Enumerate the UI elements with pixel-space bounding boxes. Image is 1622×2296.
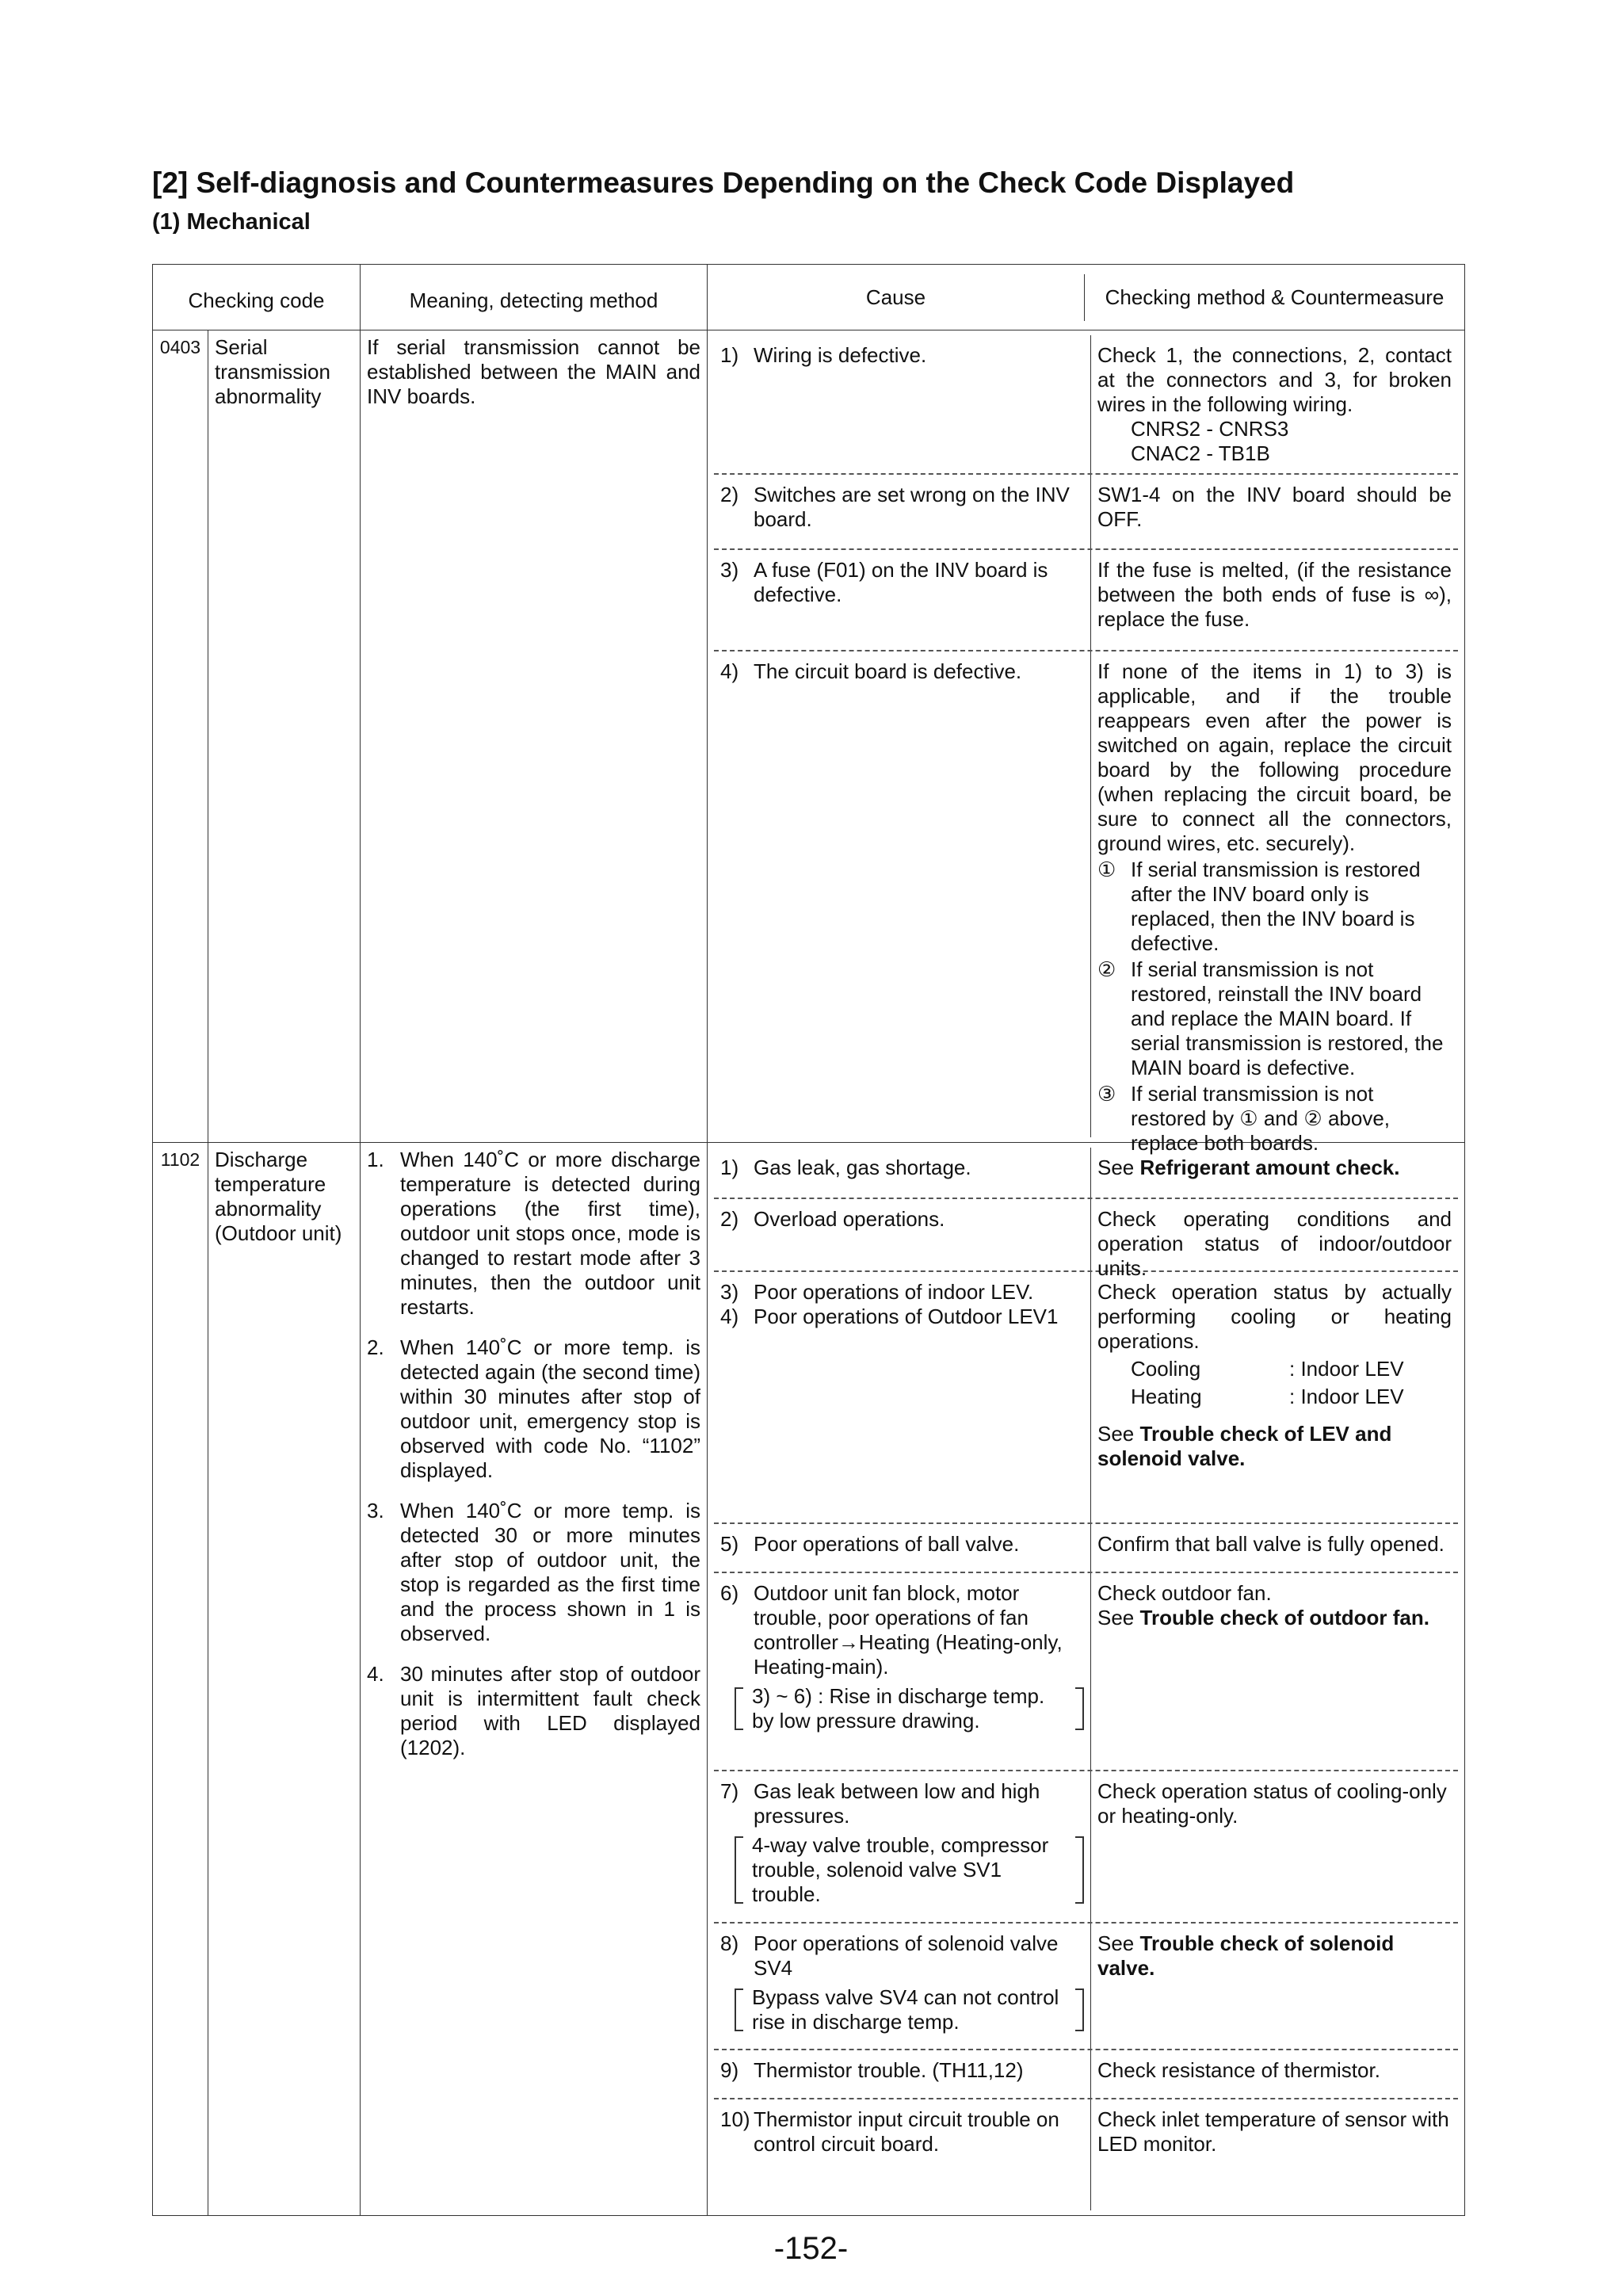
meaning-num: 2. <box>367 1335 384 1359</box>
step-3-mark: ③ <box>1097 1082 1116 1106</box>
check-text: If none of the items in 1) to 3) is applicable, and if the trouble reappears even after the power is switched on again, replace the circuit board by the following procedure (when replacing the circuit board, be sure to connect all the connectors, ground wires, etc. securely). <box>1097 659 1452 855</box>
header-check: Checking method & Countermeasure <box>1105 285 1445 309</box>
code-0403: 0403 <box>153 330 208 1143</box>
row-1102-7 <box>714 1924 1458 2050</box>
cause-num: 10) <box>720 2107 750 2131</box>
cause-num: 2) <box>720 1207 739 1231</box>
cause-note: 4-way valve trouble, compressor trouble, solenoid valve SV1 trouble. <box>735 1833 1084 1907</box>
cause-num: 3) <box>720 1280 739 1304</box>
cause-text: Poor operations of Outdoor LEV1 <box>754 1305 1059 1328</box>
cause-text: Overload operations. <box>754 1207 945 1231</box>
row-0403-4 <box>714 651 1458 1155</box>
table-header-row <box>153 265 1465 330</box>
table-row-1102 <box>153 1143 1465 2216</box>
check-link-lev: Trouble check of LEV and solenoid valve. <box>1097 1422 1392 1470</box>
row-0403-2 <box>714 475 1458 550</box>
section-heading: [2] Self-diagnosis and Countermeasures Depending on the Check Code Displayed <box>152 166 1295 199</box>
meaning-text: 30 minutes after stop of outdoor unit is intermittent fault check period with LED displayed (1202). <box>400 1662 700 1759</box>
cause-num: 9) <box>720 2058 739 2082</box>
cause-num: 5) <box>720 1532 739 1556</box>
check-text: Check operating conditions and operation status of indoor/outdoor units. <box>1097 1207 1452 1280</box>
step-3-text: If serial transmission is not restored by ① and ② above, replace both boards. <box>1131 1082 1391 1155</box>
step-1-text: If serial transmission is restored after the INV board only is replaced, then the INV board is defective. <box>1131 858 1421 955</box>
cause-text: Outdoor unit fan block, motor trouble, poor operations of fan controller→Heating (Heating-only, Heating-main). <box>754 1581 1063 1679</box>
header-cause-check <box>708 265 1465 330</box>
cause-text: Wiring is defective. <box>754 343 927 367</box>
cause-num: 1) <box>720 343 739 367</box>
cause-num: 4) <box>720 659 739 683</box>
row-1102-6 <box>714 1771 1458 1924</box>
check-text: Check outdoor fan. <box>1097 1581 1272 1605</box>
meaning-0403: If serial transmission cannot be established between the MAIN and INV boards. <box>361 330 708 1143</box>
cause-num: 6) <box>720 1581 739 1605</box>
code-1102: 1102 <box>153 1143 208 2216</box>
cause-num: 4) <box>720 1305 739 1328</box>
wire-2: CNAC2 - TB1B <box>1131 441 1270 465</box>
meaning-text: When 140˚C or more temp. is detected 30 or more minutes after stop of outdoor unit, the stop is regarded as the first time and the process shown in 1 is observed. <box>400 1499 700 1645</box>
meaning-text: When 140˚C or more temp. is detected again (the second time) within 30 minutes after stop of outdoor unit, emergency stop is observed with code No. “1102” displayed. <box>400 1335 700 1482</box>
heating-value: : Indoor LEV <box>1289 1385 1404 1408</box>
check-text: Check inlet temperature of sensor with LED monitor. <box>1097 2107 1449 2156</box>
cause-num: 1) <box>720 1156 739 1179</box>
cause-num: 7) <box>720 1779 739 1803</box>
check-prefix: See <box>1097 1422 1140 1446</box>
row-1102-4 <box>714 1524 1458 1573</box>
subsection-heading: (1) Mechanical <box>152 209 311 235</box>
check-link-outdoor-fan: Trouble check of outdoor fan. <box>1139 1606 1429 1629</box>
meaning-num: 4. <box>367 1662 384 1686</box>
check-text: Confirm that ball valve is fully opened. <box>1097 1532 1445 1556</box>
cause-num: 2) <box>720 483 739 506</box>
cause-check-1102 <box>708 1143 1465 2216</box>
cause-text: Poor operations of indoor LEV. <box>754 1280 1034 1304</box>
check-prefix: See <box>1097 1931 1140 1955</box>
page-number: -152- <box>773 2231 849 2266</box>
meaning-num: 1. <box>367 1148 384 1171</box>
row-0403-1 <box>714 335 1458 475</box>
cause-num: 8) <box>720 1931 739 1955</box>
cause-text: Switches are set wrong on the INV board. <box>754 483 1070 531</box>
meaning-text: When 140˚C or more discharge temperature is detected during operations (the first time), outdoor unit stops once, mode is changed to restart mode after 3 minutes, then the outdoor unit restarts. <box>400 1148 700 1319</box>
cause-note: 3) ~ 6) : Rise in discharge temp. by low pressure drawing. <box>735 1684 1084 1733</box>
check-text: Check resistance of thermistor. <box>1097 2058 1380 2082</box>
cause-text: Thermistor input circuit trouble on control circuit board. <box>754 2107 1059 2156</box>
name-1102: Discharge temperature abnormality (Outdoor unit) <box>208 1143 361 2216</box>
cause-text: Gas leak, gas shortage. <box>754 1156 971 1179</box>
cause-text: Thermistor trouble. (TH11,12) <box>754 2058 1024 2082</box>
step-1-mark: ① <box>1097 858 1116 881</box>
cause-text: Gas leak between low and high pressures. <box>754 1779 1040 1828</box>
cooling-value: : Indoor LEV <box>1289 1357 1404 1381</box>
cause-check-0403 <box>708 330 1465 1155</box>
header-cause: Cause <box>708 274 1085 321</box>
check-prefix: See <box>1097 1156 1140 1179</box>
meaning-1102 <box>361 1143 708 2216</box>
cause-note: Bypass valve SV4 can not control rise in discharge temp. <box>735 1985 1084 2034</box>
check-prefix: See <box>1097 1606 1140 1629</box>
row-1102-3 <box>714 1272 1458 1524</box>
heating-label: Heating <box>1131 1385 1202 1408</box>
wire-1: CNRS2 - CNRS3 <box>1131 417 1289 441</box>
check-link-solenoid: Trouble check of solenoid valve. <box>1097 1931 1395 1980</box>
check-text: Check operation status of cooling-only or heating-only. <box>1097 1779 1447 1828</box>
cause-num: 3) <box>720 558 739 582</box>
cooling-label: Cooling <box>1131 1357 1201 1381</box>
row-1102-1 <box>714 1148 1458 1199</box>
name-0403: Serial transmission abnormality <box>208 330 361 1143</box>
check-text: Check operation status by actually performing cooling or heating operations. <box>1097 1280 1452 1353</box>
cause-text: Poor operations of ball valve. <box>754 1532 1020 1556</box>
row-1102-9 <box>714 2099 1458 2210</box>
header-meaning: Meaning, detecting method <box>361 265 708 330</box>
cause-text: The circuit board is defective. <box>754 659 1022 683</box>
check-link-refrigerant: Refrigerant amount check. <box>1139 1156 1400 1179</box>
row-1102-8 <box>714 2050 1458 2099</box>
step-2-mark: ② <box>1097 957 1116 981</box>
check-text: If the fuse is melted, (if the resistance between the both ends of fuse is ∞), replace the fuse. <box>1097 558 1452 631</box>
step-2-text: If serial transmission is not restored, reinstall the INV board and replace the MAIN board. If serial transmission is restored, the MAIN board is defective. <box>1131 957 1444 1079</box>
cause-text: Poor operations of solenoid valve SV4 <box>754 1931 1059 1980</box>
check-text: SW1-4 on the INV board should be OFF. <box>1097 483 1452 531</box>
meaning-num: 3. <box>367 1499 384 1522</box>
row-1102-2 <box>714 1199 1458 1280</box>
row-1102-5 <box>714 1573 1458 1771</box>
header-checking-code: Checking code <box>153 265 361 330</box>
cause-text: A fuse (F01) on the INV board is defective. <box>754 558 1048 606</box>
check-text: Check 1, the connections, 2, contact at the connectors and 3, for broken wires in the following wiring. <box>1097 343 1452 416</box>
table-row-0403 <box>153 330 1465 1143</box>
check-code-table <box>152 264 1465 2216</box>
row-0403-3 <box>714 550 1458 651</box>
